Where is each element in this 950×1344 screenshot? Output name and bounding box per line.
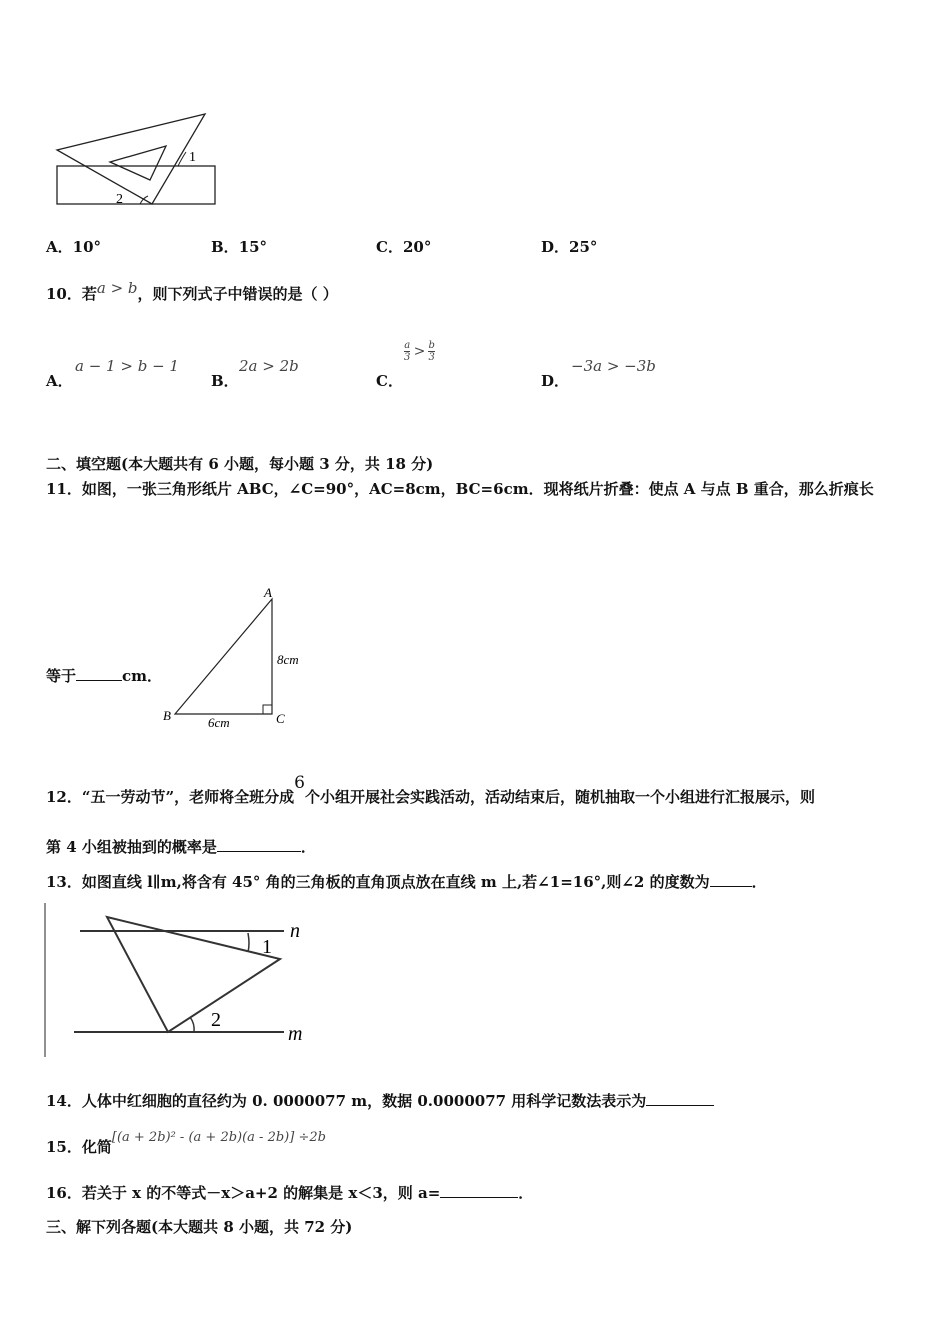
q9-label-2: 2 xyxy=(116,192,123,207)
q9-option-d[interactable]: D．25° xyxy=(541,238,598,256)
section3-heading: 三、解下列各题(本大题共 8 小题，共 72 分) xyxy=(46,1218,353,1236)
q11-answer-line: 等于 cm． xyxy=(46,667,163,685)
q10-option-c[interactable]: C． xyxy=(376,372,403,390)
q13-angle2-arc xyxy=(190,1017,194,1032)
q11-stem: 11．如图，一张三角形纸片 ABC，∠C=90°，AC=8cm，BC=6cm．现将纸片折叠：使点 A 与点 B 重合，那么折痕长 xyxy=(46,480,874,498)
q10-condition: a > b xyxy=(96,279,138,297)
q12-line2: 第 4 小组被抽到的概率是 ． xyxy=(46,838,316,856)
q11-label-b: B xyxy=(163,708,171,723)
q10-option-a-expr: a − 1 > b − 1 xyxy=(75,357,179,375)
q9-option-b[interactable]: B．15° xyxy=(211,238,268,256)
q14-stem: 14．人体中红细胞的直径约为 0. 0000077 m，数据 0.0000077 用科学记数法表示为 xyxy=(46,1090,714,1111)
q9-label-1: 1 xyxy=(189,150,196,165)
q14-answer-blank[interactable] xyxy=(646,1091,714,1106)
q12-number: 6 xyxy=(294,773,305,793)
q11-label-ac: 8cm xyxy=(277,652,299,667)
q15-expression: [(a + 2b)² - (a + 2b)(a - 2b)] ÷2b xyxy=(111,1130,326,1145)
q13-angle1-arc xyxy=(248,933,249,952)
q13-label-1: 1 xyxy=(262,936,272,958)
q10-option-b-expr: 2a > 2b xyxy=(239,357,299,375)
q13-stem: 13．如图直线 l∥m,将含有 45° 角的三角板的直角顶点放在直线 m 上,若∠1=16°,则∠2 的度数为 ． xyxy=(46,873,767,891)
q13-label-2: 2 xyxy=(211,1009,221,1031)
q13-label-n: n xyxy=(290,920,300,942)
q10-option-d[interactable]: D． xyxy=(541,372,570,390)
q10-option-b[interactable]: B． xyxy=(211,372,239,390)
q11-label-a: A xyxy=(264,585,272,600)
q16-stem: 16．若关于 x 的不等式－x＞a+2 的解集是 x＜3，则 a= ． xyxy=(46,1184,534,1202)
section2-heading: 二、填空题(本大题共有 6 小题，每小题 3 分，共 18 分) xyxy=(46,455,434,473)
q10-option-d-expr: −3a > −3b xyxy=(571,357,656,375)
q10-option-c-expr: $\frac{a}{3}$ > $\frac{b}{3}$ xyxy=(404,340,435,363)
q16-answer-blank[interactable] xyxy=(440,1183,518,1198)
q15-stem: 15．化简[(a + 2b)² - (a + 2b)(a - 2b)] ÷2b xyxy=(46,1130,326,1156)
q11-label-c: C xyxy=(276,711,285,726)
q9-option-c[interactable]: C．20° xyxy=(376,238,432,256)
q10-stem: 10．若a > b，则下列式子中错误的是（ ） xyxy=(46,279,338,303)
q11-label-bc: 6cm xyxy=(208,715,230,730)
q13-triangle xyxy=(107,917,280,1032)
q12-stem: 12．“五一劳动节”，老师将全班分成6个小组开展社会实践活动，活动结束后，随机抽取一个小组进行汇报展示，则 xyxy=(46,773,815,806)
q9-option-a[interactable]: A．10° xyxy=(46,238,102,256)
q13-label-m: m xyxy=(288,1023,303,1045)
q10-option-a[interactable]: A． xyxy=(46,372,73,390)
